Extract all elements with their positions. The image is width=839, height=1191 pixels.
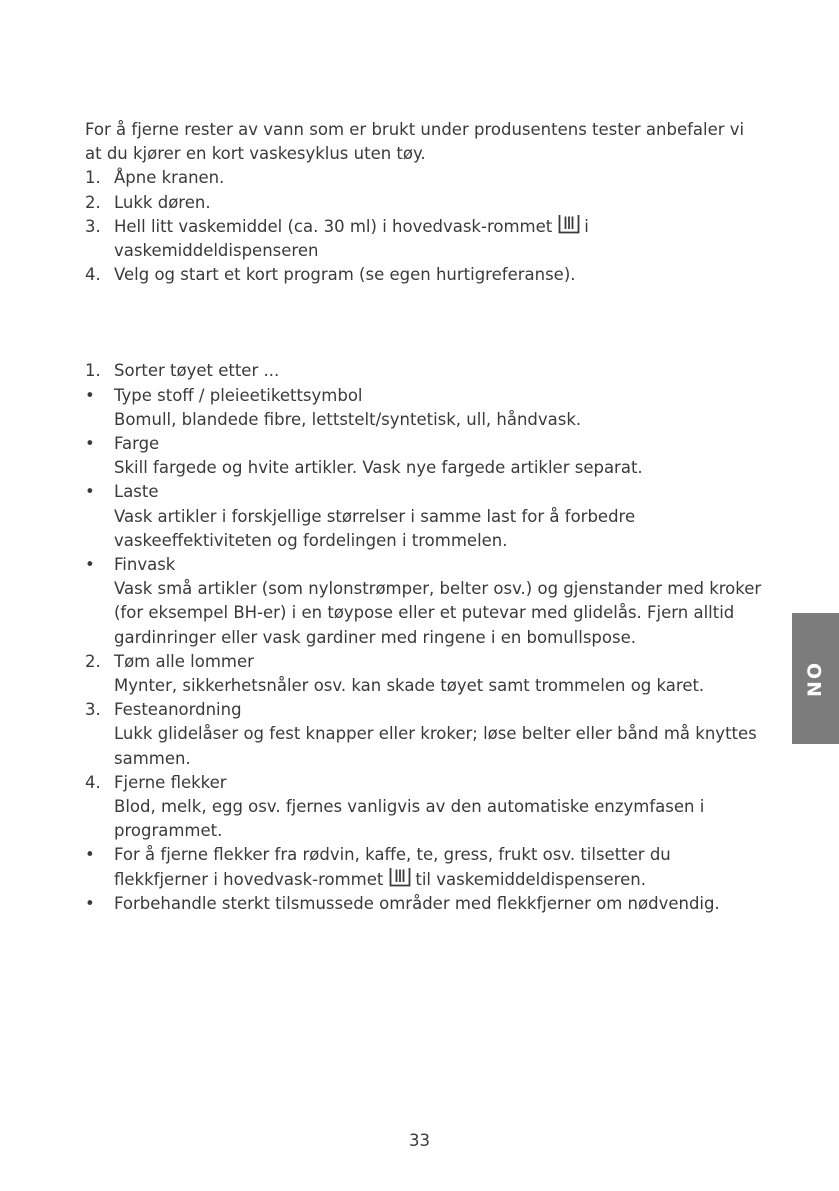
list-item — [85, 432, 765, 480]
list-number: 3. — [85, 700, 101, 720]
bullet: • — [85, 893, 95, 913]
list-item — [85, 359, 765, 383]
list-item — [85, 166, 765, 190]
page-content — [85, 118, 765, 916]
item-text: Forbehandle sterkt tilsmussede områder med flekkfjerner om nødvendig. — [114, 893, 720, 913]
list-item — [85, 843, 765, 891]
step-text: Velg og start et kort program (se egen hurtigreferanse). — [114, 265, 576, 285]
step-text: Hell litt vaskemiddel (ca. 30 ml) i hovedvask-rommet — [114, 216, 553, 236]
step-text: Lukk døren. — [114, 192, 211, 212]
intro-paragraph: For å fjerne rester av vann som er brukt under produsentens tester anbefaler vi at du kjører en kort vaskesyklus uten tøy. — [85, 120, 745, 164]
section-gap — [85, 287, 765, 359]
list-number: 2. — [85, 192, 101, 212]
list-item — [85, 698, 765, 771]
list-item — [85, 771, 765, 844]
item-detail: Vask artikler i forskjellige størrelser i samme last for å forbedre vaskeeffektiviteten og fordelingen i trommelen. — [114, 506, 636, 550]
list-number: 2. — [85, 651, 101, 671]
item-detail: Lukk glidelåser og fest knapper eller kroker; løse belter eller bånd må knyttes sammen. — [114, 724, 757, 768]
language-tab-label: NO — [804, 660, 827, 697]
list-number: 1. — [85, 361, 101, 381]
list-item — [85, 215, 765, 263]
sorting-list — [85, 359, 765, 916]
item-text: For å fjerne flekker fra rødvin, kaffe, te, gress, frukt osv. tilsetter du flekkfjerner i hovedvask-rommet — [114, 845, 671, 889]
bullet: • — [85, 845, 95, 865]
item-title: Fjerne flekker — [114, 772, 227, 792]
main-wash-compartment-icon — [558, 215, 580, 234]
item-detail: Skill fargede og hvite artikler. Vask nye fargede artikler separat. — [114, 458, 643, 478]
item-detail: Blod, melk, egg osv. fjernes vanligvis av den automatiske enzymfasen i programmet. — [114, 797, 705, 841]
main-wash-compartment-icon — [389, 868, 411, 887]
item-detail: Vask små artikler (som nylonstrømper, belter osv.) og gjenstander med kroker (for eksempel BH-er) i en tøypose eller et putevar med glidelås. Fjern alltid gardinringer eller vask gardiner med ringene i en bomullspose. — [114, 579, 762, 647]
item-detail: Mynter, sikkerhetsnåler osv. kan skade tøyet samt trommelen og karet. — [114, 676, 705, 696]
item-detail: Bomull, blandede fibre, lettstelt/syntetisk, ull, håndvask. — [114, 409, 582, 429]
step-text: Sorter tøyet etter ... — [114, 361, 280, 381]
list-item — [85, 191, 765, 215]
bullet: • — [85, 555, 95, 575]
list-item — [85, 892, 765, 916]
item-title: Laste — [114, 482, 159, 502]
list-item — [85, 553, 765, 650]
list-item — [85, 650, 765, 698]
intro-steps — [85, 166, 765, 287]
item-title: Festeanordning — [114, 700, 242, 720]
item-title: Type stoff / pleieetikettsymbol — [114, 385, 363, 405]
language-tab — [792, 613, 839, 744]
list-number: 3. — [85, 216, 101, 236]
bullet: • — [85, 385, 95, 405]
bullet: • — [85, 434, 95, 454]
list-number: 1. — [85, 168, 101, 188]
list-number: 4. — [85, 772, 101, 792]
list-item — [85, 263, 765, 287]
item-title: Tøm alle lommer — [114, 651, 254, 671]
page-number: 33 — [409, 1131, 430, 1150]
list-number: 4. — [85, 265, 101, 285]
item-title: Farge — [114, 434, 160, 454]
step-text-continued: i vaskemiddeldispenseren — [114, 216, 589, 261]
bullet: • — [85, 482, 95, 502]
list-item — [85, 480, 765, 553]
step-text: Åpne kranen. — [114, 168, 225, 188]
item-text-continued: til vaskemiddeldispenseren. — [415, 869, 646, 889]
list-item — [85, 384, 765, 432]
item-title: Finvask — [114, 555, 176, 575]
